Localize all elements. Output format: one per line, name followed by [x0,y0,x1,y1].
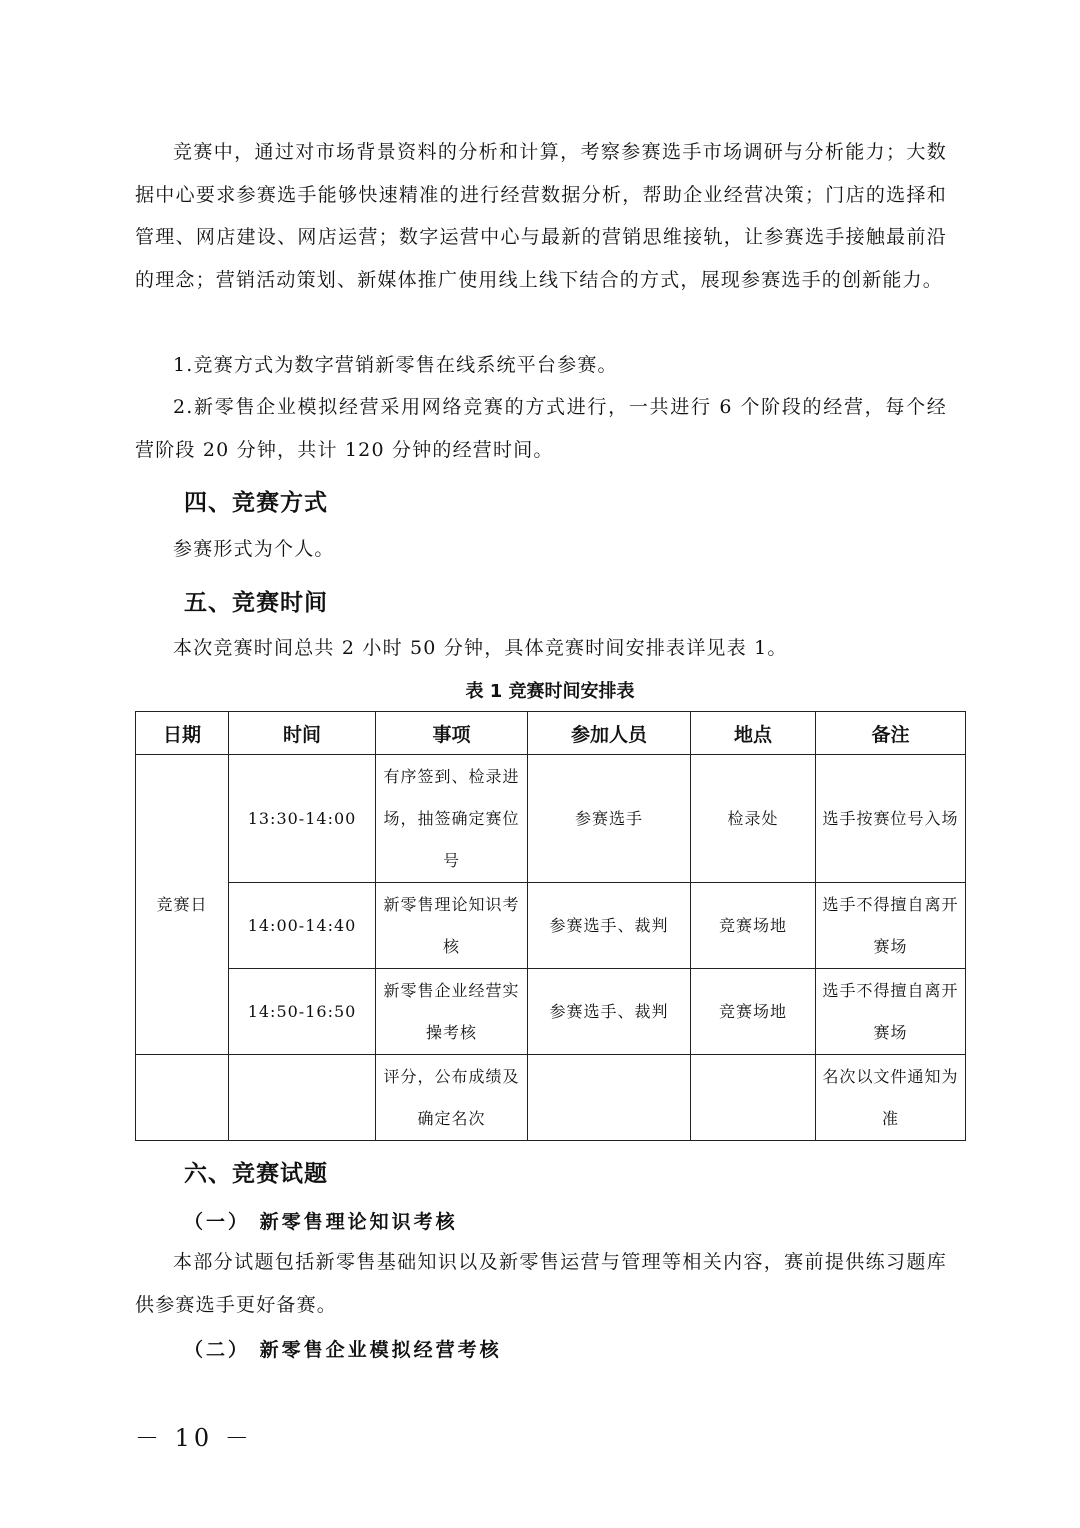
table-row [136,883,966,969]
schedule-table [135,711,966,1141]
table-row [136,1055,966,1141]
cell-people: 参赛选手、裁判 [528,883,691,969]
cell-note: 选手按赛位号入场 [816,755,966,883]
cell-note: 选手不得擅自离开赛场 [816,883,966,969]
header-time: 时间 [229,712,376,755]
cell-day: 竞赛日 [136,755,229,1055]
cell-people: 参赛选手 [528,755,691,883]
section6-heading: 六、竞赛试题 [184,1161,328,1187]
cell-item: 新零售理论知识考核 [376,883,528,969]
cell-place: 竞赛场地 [691,883,816,969]
cell-place [691,1055,816,1141]
cell-day-empty [136,1055,229,1141]
section4-text: 参赛形式为个人。 [173,538,335,560]
cell-time: 14:50-16:50 [229,969,376,1055]
intro-paragraph: 竞赛中，通过对市场背景资料的分析和计算，考察参赛选手市场调研与分析能力；大数据中心要求参赛选手能够快速精准的进行经营数据分析，帮助企业经营决策；门店的选择和管理、网店建设、网店运营；数字运营中心与最新的营销思维接轨，让参赛选手接触最前沿的理念；营销活动策划、新媒体推广使用线上线下结合的方式，展现参赛选手的创新能力。 [135,141,947,291]
item-2: 2.新零售企业模拟经营采用网络竞赛的方式进行，一共进行 6 个阶段的经营，每个经营阶段 20 分钟，共计 120 分钟的经营时间。 [135,396,947,461]
cell-note: 选手不得擅自离开赛场 [816,969,966,1055]
section6-sub2-heading: （二） 新零售企业模拟经营考核 [184,1339,502,1361]
cell-place: 竞赛场地 [691,969,816,1055]
table-caption: 表 1 竞赛时间安排表 [465,681,635,702]
section6-sub1-text: 本部分试题包括新零售基础知识以及新零售运营与管理等相关内容，赛前提供练习题库供参赛选手更好备赛。 [135,1251,947,1316]
item-1: 1.竞赛方式为数字营销新零售在线系统平台参赛。 [173,354,618,376]
header-date: 日期 [136,712,229,755]
section5-text: 本次竞赛时间总共 2 小时 50 分钟，具体竞赛时间安排表详见表 1。 [173,637,788,659]
table-row [136,969,966,1055]
cell-item: 有序签到、检录进场，抽签确定赛位号 [376,755,528,883]
section5-heading: 五、竞赛时间 [184,590,328,616]
header-place: 地点 [691,712,816,755]
cell-item: 新零售企业经营实操考核 [376,969,528,1055]
header-people: 参加人员 [528,712,691,755]
cell-time: 13:30-14:00 [229,755,376,883]
cell-place: 检录处 [691,755,816,883]
header-note: 备注 [816,712,966,755]
header-item: 事项 [376,712,528,755]
cell-note: 名次以文件通知为准 [816,1055,966,1141]
cell-time: 14:00-14:40 [229,883,376,969]
page-number: － 10 － [135,1424,253,1452]
cell-item: 评分，公布成绩及确定名次 [376,1055,528,1141]
cell-time [229,1055,376,1141]
cell-people: 参赛选手、裁判 [528,969,691,1055]
table-row [136,755,966,883]
table-header-row [136,712,966,755]
section6-sub1-heading: （一） 新零售理论知识考核 [184,1211,458,1233]
cell-people [528,1055,691,1141]
section4-heading: 四、竞赛方式 [184,490,328,516]
